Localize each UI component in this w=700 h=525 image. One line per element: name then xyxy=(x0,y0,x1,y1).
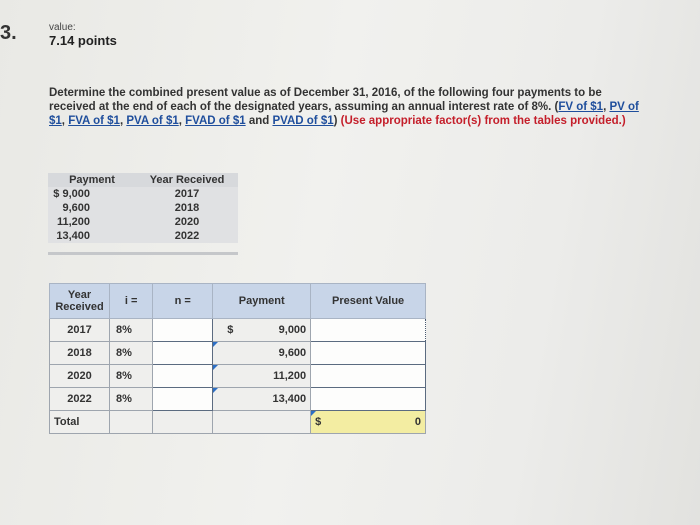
row-rate: 8% xyxy=(110,342,153,365)
given-row xyxy=(48,229,238,243)
total-row xyxy=(50,411,426,434)
payment-value: 9,600 xyxy=(278,347,307,359)
given-row xyxy=(48,187,238,201)
row-rate: 8% xyxy=(110,365,153,388)
given-table-footer xyxy=(48,252,238,255)
present-value-input[interactable] xyxy=(311,365,426,388)
answer-marker-icon xyxy=(213,342,218,347)
instruction-text: (Use appropriate factor(s) from the tables provided.) xyxy=(337,115,626,127)
row-payment xyxy=(213,342,311,365)
given-payment: $ 9,000 xyxy=(48,187,136,201)
table-row xyxy=(50,388,426,411)
header-present-value: Present Value xyxy=(311,284,426,319)
table-row xyxy=(50,365,426,388)
n-input[interactable] xyxy=(153,319,213,342)
given-year: 2020 xyxy=(136,215,238,229)
payment-value: 9,000 xyxy=(278,324,307,336)
answer-marker-icon xyxy=(213,365,218,370)
total-present-value xyxy=(311,411,426,434)
given-header-payment: Payment xyxy=(48,173,136,187)
present-value-input[interactable] xyxy=(311,319,426,342)
n-input[interactable] xyxy=(153,388,213,411)
row-year: 2018 xyxy=(50,342,110,365)
present-value-input[interactable] xyxy=(311,388,426,411)
link-pva-of-1[interactable]: PVA of $1 xyxy=(126,115,179,127)
question-text: Determine the combined present value as of December 31, 2016, of the following four payments to be received at the end of each of the designated years, assuming an annual interest rate of 8%. (FV of $1, PV of $1, FVA of $1, PVA of $1, FVAD of $1 and PVAD of $1) (Use appropriate factor(s) from the tables provided.) xyxy=(49,87,639,127)
given-year: 2018 xyxy=(136,201,238,215)
row-year: 2020 xyxy=(50,365,110,388)
header-i: i = xyxy=(110,284,153,319)
header-n: n = xyxy=(153,284,213,319)
question-body: Determine the combined present value as of December 31, 2016, of the following four payments to be received at the end of each of the designated years, assuming an annual interest rate of 8%. ( xyxy=(49,87,602,113)
link-fvad-of-1[interactable]: FVAD of $1 xyxy=(185,115,246,127)
total-label: Total xyxy=(50,411,110,434)
given-payment: 11,200 xyxy=(48,215,136,229)
payment-value: 11,200 xyxy=(273,370,307,382)
payment-value: 13,400 xyxy=(272,393,307,405)
link-pv-of-1[interactable]: PV of $1 xyxy=(49,101,639,127)
currency-symbol: $ xyxy=(227,324,234,336)
link-fv-of-1[interactable]: FV of $1 xyxy=(558,101,604,113)
row-year: 2022 xyxy=(50,388,110,411)
given-payments-table xyxy=(48,173,238,243)
n-input[interactable] xyxy=(153,342,213,365)
given-payment: 9,600 xyxy=(48,201,136,215)
header-payment: Payment xyxy=(213,284,311,319)
total-value: 0 xyxy=(414,416,421,428)
link-fva-of-1[interactable]: FVA of $1 xyxy=(68,115,120,127)
row-payment xyxy=(213,388,311,411)
row-rate: 8% xyxy=(110,388,153,411)
currency-symbol: $ xyxy=(315,416,322,428)
total-empty-cell xyxy=(213,411,311,434)
given-header-year: Year Received xyxy=(136,173,238,187)
row-payment xyxy=(213,319,311,342)
points-value: 7.14 points xyxy=(49,33,117,48)
table-row xyxy=(50,319,426,342)
total-empty-cell xyxy=(110,411,153,434)
question-number: 3. xyxy=(0,22,17,44)
table-row xyxy=(50,342,426,365)
given-year: 2017 xyxy=(136,187,238,201)
row-year: 2017 xyxy=(50,319,110,342)
row-payment xyxy=(213,365,311,388)
n-input[interactable] xyxy=(153,365,213,388)
given-row xyxy=(48,215,238,229)
present-value-worksheet xyxy=(49,283,426,434)
row-rate: 8% xyxy=(110,319,153,342)
answer-marker-icon xyxy=(213,388,218,393)
given-year: 2022 xyxy=(136,229,238,243)
value-label: value: xyxy=(49,22,76,33)
total-empty-cell xyxy=(153,411,213,434)
header-year-received: Year Received xyxy=(50,284,110,319)
link-pvad-of-1[interactable]: PVAD of $1 xyxy=(272,115,334,127)
present-value-input[interactable] xyxy=(311,342,426,365)
given-payment: 13,400 xyxy=(48,229,136,243)
given-row xyxy=(48,201,238,215)
